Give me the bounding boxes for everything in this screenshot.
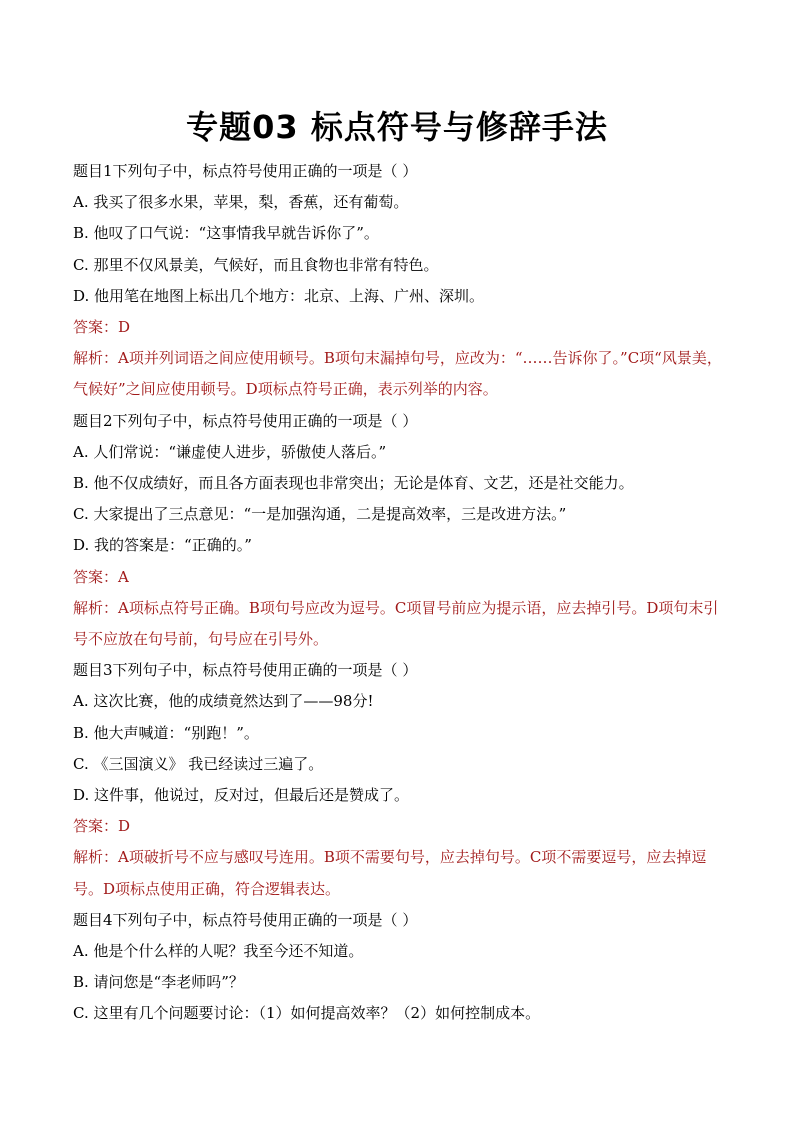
option-a: A. 这次比赛，他的成绩竟然达到了——98分! [73,692,374,711]
analysis: 解析：A项破折号不应与感叹号连用。B项不需要句号，应去掉句号。C项不需要逗号，应去掉逗号。D项标点使用正确，符合逻辑表达。 [73,848,707,898]
question-stem: 题目2下列句子中，标点符号使用正确的一项是（ ） [73,411,418,430]
answer: 答案：A [73,567,129,586]
option-d: D. 我的答案是：“正确的。” [73,536,252,555]
question-stem: 题目4下列句子中，标点符号使用正确的一项是（ ） [73,910,418,929]
option-c: C. 大家提出了三点意见：“一是加强沟通，二是提高效率，三是改进方法。” [73,505,567,524]
option-b: B. 他不仅成绩好，而且各方面表现也非常突出；无论是体育、文艺，还是社交能力。 [73,474,634,493]
option-b: B. 他大声喊道：“别跑！”。 [73,723,259,742]
answer: 答案：D [73,318,131,337]
option-a: A. 他是个什么样的人呢？我至今还不知道。 [73,942,364,961]
question-4 [73,905,729,1030]
page-title: 专题03 标点符号与修辞手法 [186,108,608,146]
option-b: B. 请问您是“李老师吗”？ [73,973,244,992]
document-body [73,156,729,1030]
question-1 [73,156,729,406]
option-c: C. 那里不仅风景美，气候好，而且食物也非常有特色。 [73,255,439,274]
question-stem: 题目3下列句子中，标点符号使用正确的一项是（ ） [73,661,418,680]
analysis: 解析：A项标点符号正确。B项句号应改为逗号。C项冒号前应为提示语，应去掉引号。D项句末引号不应放在句号前，句号应在引号外。 [73,598,719,649]
option-a: A. 人们常说：“谦虚使人进步，骄傲使人落后。” [73,442,387,461]
option-c: C. 这里有几个问题要讨论：（1）如何提高效率？（2）如何控制成本。 [73,1004,541,1023]
question-3 [73,655,729,905]
question-2 [73,406,729,656]
analysis: 解析：A项并列词语之间应使用顿号。B项句末漏掉句号，应改为：“……告诉你了。”C项“风景美，气候好”之间应使用顿号。D项标点符号正确，表示列举的内容。 [73,349,722,399]
option-b: B. 他叹了口气说：“这事情我早就告诉你了”。 [73,224,379,243]
option-a: A. 我买了很多水果，苹果，梨，香蕉，还有葡萄。 [73,193,409,212]
option-c: C. 《三国演义》 我已经读过三遍了。 [73,754,324,773]
option-d: D. 这件事，他说过，反对过，但最后还是赞成了。 [73,786,410,805]
option-d: D. 他用笔在地图上标出几个地方：北京、上海、广州、深圳。 [73,286,485,305]
answer: 答案：D [73,817,131,836]
question-stem: 题目1下列句子中，标点符号使用正确的一项是（ ） [73,162,418,180]
